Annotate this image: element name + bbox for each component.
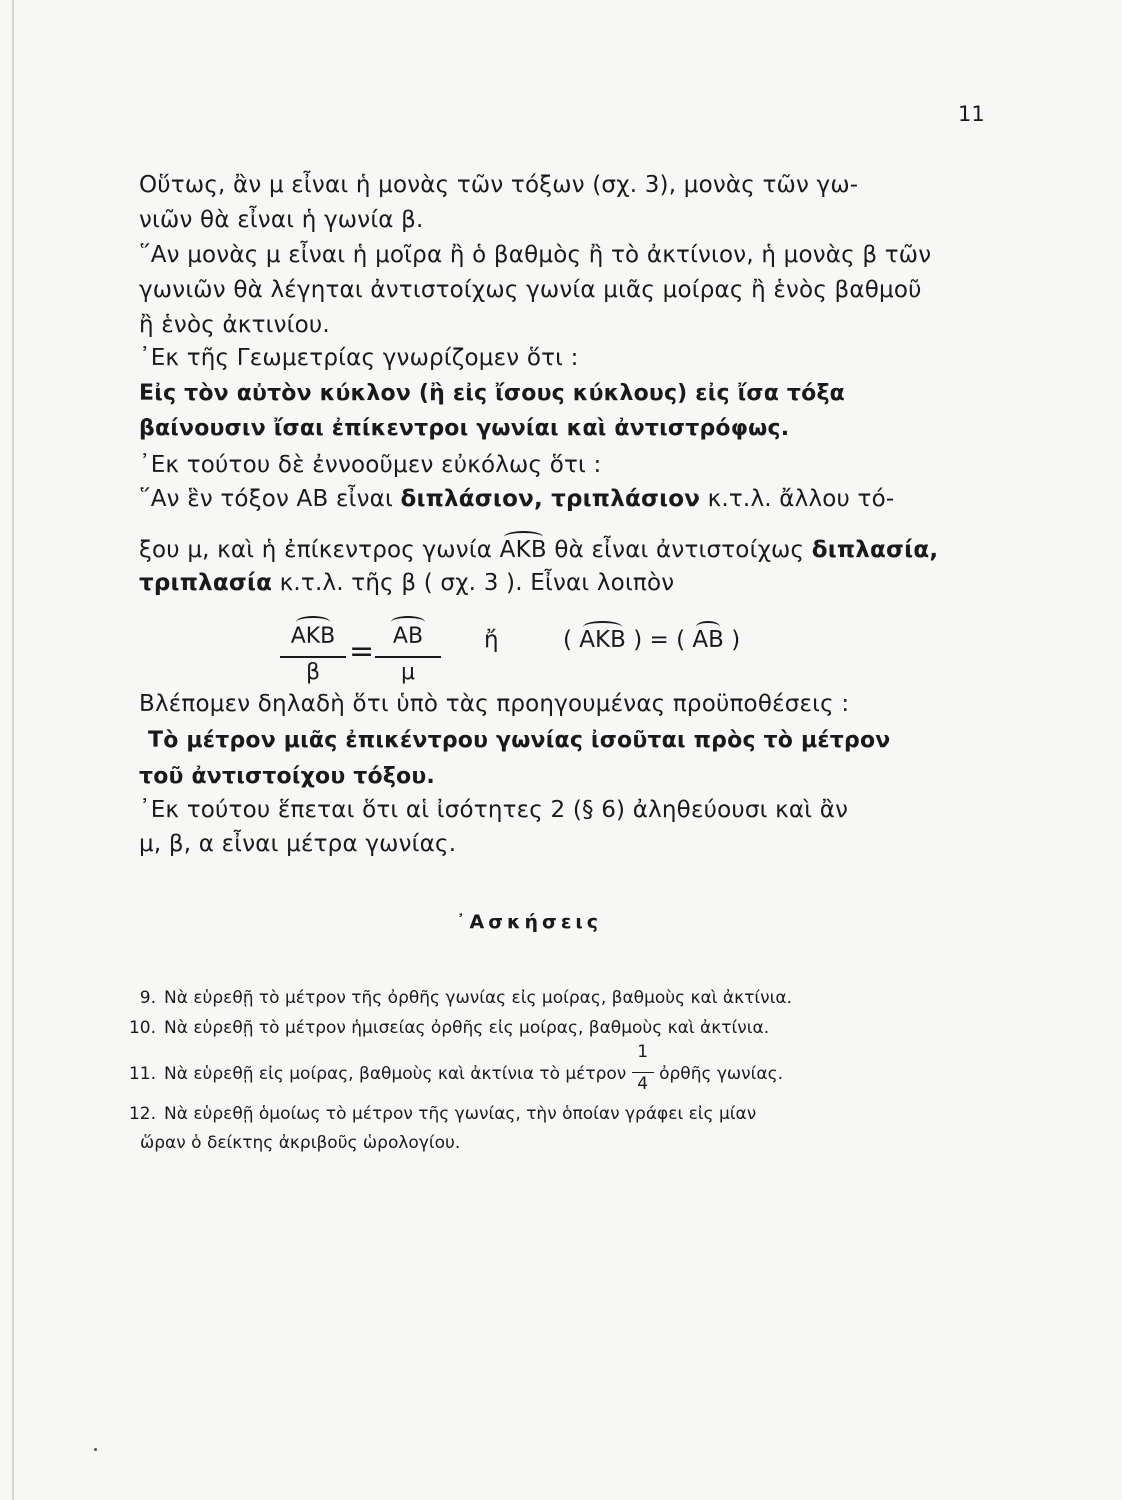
exercise-number: 12. <box>128 1104 156 1124</box>
exercise-9 <box>126 988 792 1008</box>
exercise-number: 11. <box>128 1064 156 1084</box>
exercise-text: ὀρθῆς γωνίας. <box>659 1064 783 1084</box>
fraction-numerator: ΑΚΒ <box>290 624 336 649</box>
arc-label: ΑΒ <box>692 627 724 653</box>
exercise-text: Νὰ εὑρεθῇ ὁμοίως τὸ μέτρον τῆς γωνίας, τὴν ὁποίαν γράφει εἰς μίαν <box>164 1104 757 1124</box>
text-segment: ξου μ, καὶ ἡ ἐπίκεντρος γωνία <box>139 537 500 563</box>
exercise-10 <box>126 1018 769 1038</box>
text-line-3: ῞Αν μονὰς μ εἶναι ἡ μοῖρα ἢ ὁ βαθμὸς ἢ τὸ ἀκτίνιον, ἡ μονὰς β τῶν <box>139 242 932 268</box>
exercise-12-continued: ὥραν ὁ δείκτης ἀκριβοῦς ὡρολογίου. <box>140 1133 461 1153</box>
page-number: 11 <box>958 102 985 126</box>
arc-mark <box>696 621 720 633</box>
exercise-number: 10. <box>128 1018 156 1038</box>
fraction-denominator: 4 <box>637 1074 649 1094</box>
arc-angle-akb <box>579 627 626 653</box>
bold-segment: τριπλασία <box>139 570 273 596</box>
text-line-5: ἢ ἑνὸς ἀκτινίου. <box>139 312 330 338</box>
angle-label: ΑΚΒ <box>499 537 547 563</box>
page-edge <box>12 0 14 1500</box>
exercises-heading: ᾿Ασκήσεις <box>456 911 603 933</box>
fraction-bar <box>375 656 441 658</box>
fraction-numerator: 1 <box>637 1042 649 1062</box>
fraction-denominator: β <box>305 660 321 685</box>
exercise-text: Νὰ εὑρεθῇ εἰς μοίρας, βαθμοὺς καὶ ἀκτίνια τὸ μέτρον <box>164 1064 627 1084</box>
text-line-13: μ, β, α εἶναι μέτρα γωνίας. <box>139 831 457 857</box>
text-line-12: ᾿Εκ τούτου ἕπεται ὅτι αἱ ἰσότητες 2 (§ 6) ἀληθεύουσι καὶ ἂν <box>139 797 849 823</box>
text-line-9 <box>139 537 938 563</box>
stray-dot <box>94 1448 97 1451</box>
bold-segment: διπλάσιον, τριπλάσιον <box>400 486 701 512</box>
theorem-line-2: βαίνουσιν ἴσαι ἐπίκεντροι γωνίαι καὶ ἀντιστρόφως. <box>139 416 790 441</box>
arc-mark <box>504 531 543 543</box>
arc-mark <box>583 621 622 633</box>
equals-sign: = <box>349 634 375 669</box>
theorem-line-3: Τὸ μέτρον μιᾶς ἐπικέντρου γωνίας ἰσοῦται πρὸς τὸ μέτρον <box>148 728 891 753</box>
fraction-bar <box>280 656 346 658</box>
exercise-11 <box>126 1042 783 1094</box>
arc-ab <box>692 627 724 653</box>
text-line-8 <box>139 486 894 512</box>
or-word: ἤ <box>484 627 499 653</box>
fraction-bar <box>632 1072 654 1073</box>
text-line-10 <box>139 570 674 596</box>
text-line-4: γωνιῶν θὰ λέγηται ἀντιστοίχως γωνία μιᾶς μοίρας ἢ ἑνὸς βαθμοῦ <box>139 277 922 303</box>
text-line-11: Βλέπομεν δηλαδὴ ὅτι ὑπὸ τὰς προηγουμένας προϋποθέσεις : <box>139 691 850 717</box>
angle-label: ΑΚΒ <box>579 627 626 653</box>
fraction-numerator: ΑΒ <box>392 624 424 649</box>
text-segment: θὰ εἶναι ἀντιστοίχως <box>546 537 812 563</box>
text-line-7: ᾿Εκ τούτου δὲ ἐννοοῦμεν εὐκόλως ὅτι : <box>139 452 602 478</box>
text-segment: κ.τ.λ. τῆς β ( σχ. 3 ). Εἶναι λοιπὸν <box>272 570 675 596</box>
exercise-12 <box>126 1104 756 1124</box>
fraction-denominator: μ <box>401 660 415 685</box>
theorem-line-1: Εἰς τὸν αὐτὸν κύκλον (ἢ εἰς ἴσους κύκλους) εἰς ἴσα τόξα <box>139 381 845 406</box>
equality-akb-ab: ( ΑΚΒ ) = ( ΑΒ ) <box>563 627 740 653</box>
text-line-2: νιῶν θὰ εἶναι ἡ γωνία β. <box>139 207 424 233</box>
text-segment: ῞Αν ἓν τόξον ΑΒ εἶναι <box>139 486 401 512</box>
bold-segment: διπλασία, <box>811 537 939 563</box>
fraction-one-quarter <box>632 1042 654 1094</box>
text-line-1: Οὕτως, ἂν μ εἶναι ἡ μονὰς τῶν τόξων (σχ. 3), μονὰς τῶν γω- <box>139 172 859 198</box>
arc-angle-akb <box>500 537 547 563</box>
exercise-text: Νὰ εὑρεθῇ τὸ μέτρον τῆς ὀρθῆς γωνίας εἰς μοίρας, βαθμοὺς καὶ ἀκτίνια. <box>164 988 792 1008</box>
text-segment: κ.τ.λ. ἄλλου τό- <box>700 486 895 512</box>
theorem-line-4: τοῦ ἀντιστοίχου τόξου. <box>139 764 435 789</box>
exercise-number: 9. <box>139 988 156 1008</box>
exercise-text: Νὰ εὑρεθῇ τὸ μέτρον ἡμισείας ὀρθῆς εἰς μοίρας, βαθμοὺς καὶ ἀκτίνια. <box>164 1018 770 1038</box>
text-line-6: ᾿Εκ τῆς Γεωμετρίας γνωρίζομεν ὅτι : <box>139 345 579 371</box>
